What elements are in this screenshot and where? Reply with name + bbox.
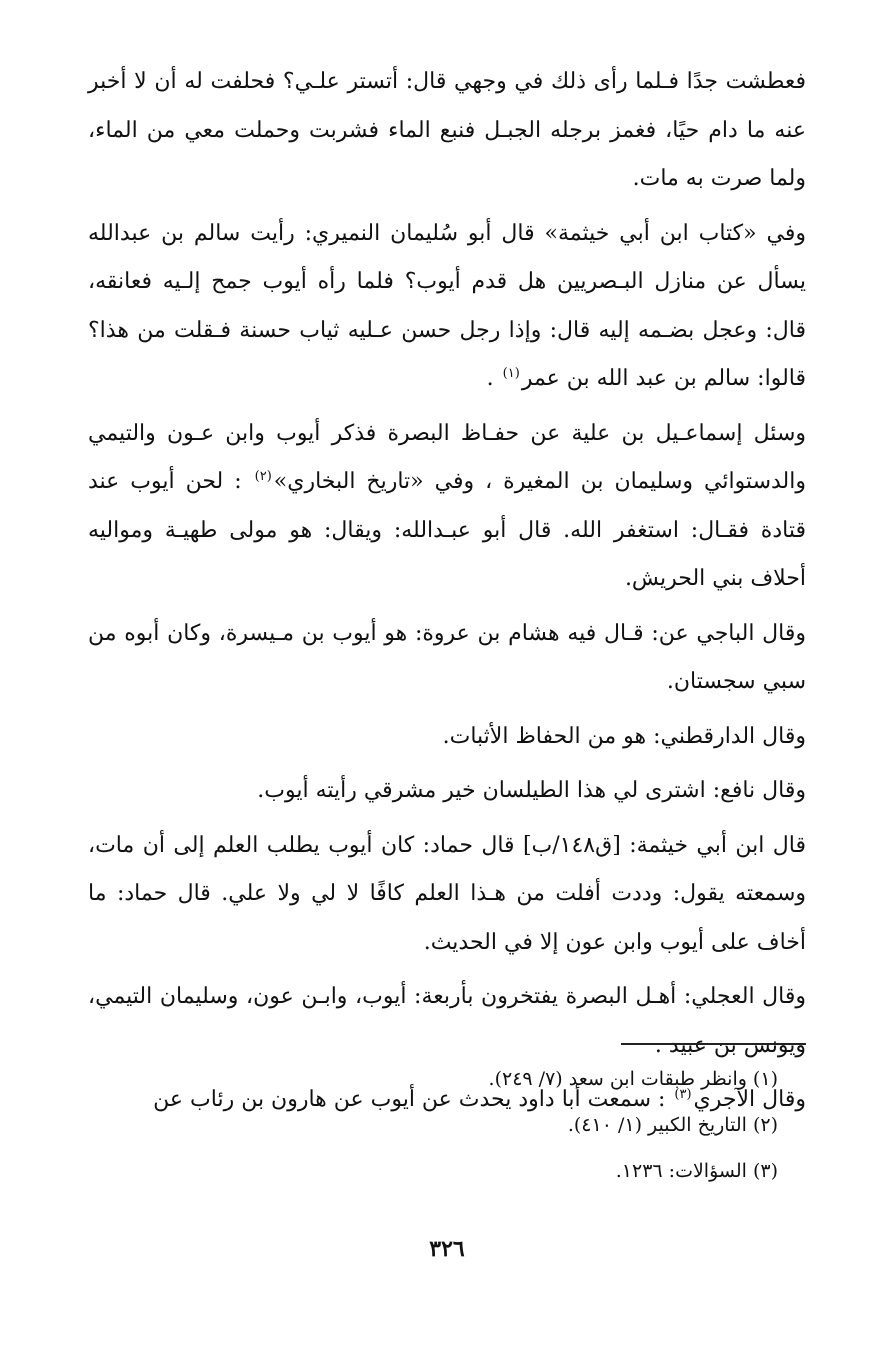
page-body — [88, 58, 807, 1262]
paragraph-text: وقال العجلي: أهـل البصرة يفتخرون بأربعة: أيوب، وابـن عون، وسليمان التيمي، ويونس بن عبيد . — [88, 984, 806, 1058]
paragraph — [88, 410, 806, 604]
paragraph-text: وفي «كتاب ابن أبي خيثمة» قال أبو سُليمان النميري: رأيت سالم بن عبدالله يسأل عن منازل البـصريين هل قدم أيوب؟ فلما رأه أيوب جمح إلـيه فعانقه، قال: وعجل بضـمه إليه قال: وإذا رجل حسن عـليه ثياب حسنة فـقلت من هذا؟ قالوا: سالم بن عبد الله بن عمر — [88, 220, 806, 391]
footnote-marker: (٢) — [254, 468, 272, 484]
footnote: (٣) السؤالات: ١٢٣٦. — [615, 1160, 778, 1182]
footnote: (٢) التاريخ الكبير (١/ ٤١٠). — [567, 1114, 778, 1136]
footnote: (١) وانظر طبقات ابن سعد (٧/ ٢٤٩). — [488, 1068, 778, 1090]
page-number: ٣٢٦ — [429, 1236, 465, 1262]
paragraph-text: وسئل إسماعـيل بن علية عن حفـاظ البصرة فذكر أيوب وابن عـون والتيمي والدستوائي وسليمان بن المغيرة ، وفي «تاريخ البخاري» — [88, 420, 806, 494]
paragraph-text: وقال الباجي عن: قـال فيه هشام بن عروة: هو أيوب بن مـيسرة، وكان أبوه من سبي سجستان. — [88, 620, 806, 694]
paragraph — [88, 210, 806, 404]
paragraph — [88, 822, 806, 968]
paragraph — [88, 713, 806, 762]
paragraph-text-tail: : لحن أيوب عند قتادة فقـال: استغفر الله. قال أبو عبـدالله: ويقال: هو مولى طهيـة ومواليه أحلاف بني الحريش. — [88, 469, 806, 591]
paragraph — [88, 767, 806, 816]
footnote-marker: (٣) — [674, 1086, 692, 1102]
paragraph-text: وقال الآجري — [693, 1087, 806, 1112]
paragraph-text: قال ابن أبي خيثمة: [ق١٤٨/ب] قال حماد: كان أيوب يطلب العلم إلى أن مات، وسمعته يقول: وددت أفلت من هـذا العلم كافًا لا لي ولا علي. قال حماد: ما أخاف على أيوب وابن عون إلا في الحديث. — [88, 832, 807, 955]
footnote-separator — [621, 1043, 806, 1045]
paragraph-text-tail: . — [486, 366, 501, 391]
footnote-marker: (١) — [502, 365, 520, 381]
paragraph-text-tail: : سمعت أبا داود يحدث عن أيوب عن هارون بن رئاب عن — [153, 1087, 673, 1112]
paragraph-text: وقال نافع: اشترى لي هذا الطيلسان خير مشرقي رأيته أيوب. — [257, 778, 806, 803]
paragraph-text: فعطشت جدًا فـلما رأى ذلك في وجهي قال: أتستر علـي؟ فحلفت له أن لا أخبر عنه ما دام حيًا، فغمز برجله الجبـل فنبع الماء فشربت وحملت معي من الماء، ولما صرت به مات. — [88, 69, 806, 191]
paragraph-text: وقال الدارقطني: هو من الحفاظ الأثبات. — [442, 723, 806, 749]
paragraph — [88, 58, 806, 204]
footnotes — [88, 1056, 778, 1194]
paragraph — [88, 610, 806, 707]
